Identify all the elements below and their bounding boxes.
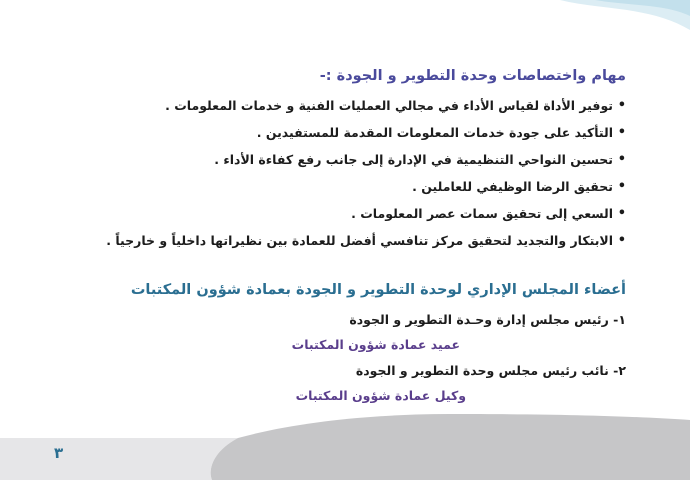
member-role-vice-chair: ٢- نائب رئيس مجلس وحدة التطوير و الجودة — [355, 363, 626, 378]
member-role-chair: ١- رئيس مجلس إدارة وحـدة التطوير و الجودة — [349, 312, 626, 327]
section-title-board-members: أعضاء المجلس الإداري لوحدة التطوير و الجودة بعمادة شؤون المكتبات — [130, 282, 626, 298]
list-item: • التأكيد على جودة خدمات المعلومات المقدمة للمستفيدين . — [16, 123, 626, 150]
section-title-duties: مهام واختصاصات وحدة التطوير و الجودة :- — [319, 68, 626, 84]
list-item: • توفير الأداة لقياس الأداء في مجالي العمليات الفنية و خدمات المعلومات . — [16, 96, 626, 123]
member-name-chair: عميد عمادة شؤون المكتبات — [291, 337, 460, 352]
list-item: • تحسين النواحي التنظيمية في الإدارة إلى جانب رفع كفاءة الأداء . — [16, 150, 626, 177]
list-item: • السعي إلى تحقيق سمات عصر المعلومات . — [16, 204, 626, 231]
list-item: • الابتكار والتجديد لتحقيق مركز تنافسي أفضل للعمادة بين نظيراتها داخلياً و خارجياً . — [16, 231, 626, 258]
member-name-vice-chair: وكيل عمادة شؤون المكتبات — [295, 388, 466, 403]
page-number: ٣ — [54, 444, 64, 462]
list-item: • تحقيق الرضا الوظيفي للعاملين . — [16, 177, 626, 204]
